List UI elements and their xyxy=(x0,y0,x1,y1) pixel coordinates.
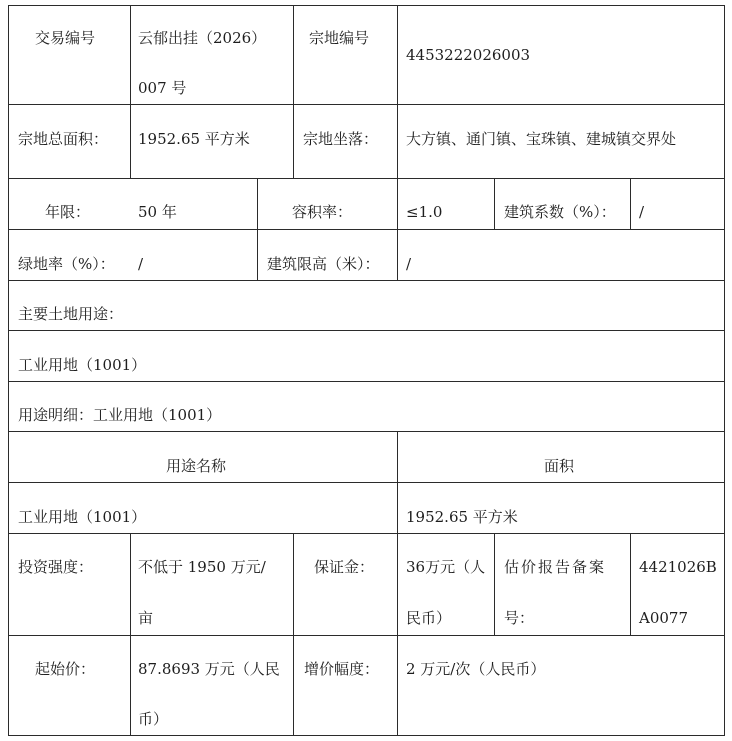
height-limit-value: / xyxy=(406,255,412,273)
row-divider xyxy=(8,635,725,636)
table-border-top xyxy=(8,5,725,6)
col-divider xyxy=(130,533,131,736)
appraisal-record-label-line1: 估价报告备案 xyxy=(504,558,607,576)
trade-number-label: 交易编号 xyxy=(35,29,96,47)
row-divider xyxy=(8,482,725,483)
location-label: 宗地坐落： xyxy=(303,130,379,148)
green-ratio-label: 绿地率（%）： xyxy=(18,255,115,273)
table-border-bottom xyxy=(8,735,725,736)
row-divider xyxy=(8,178,725,179)
use-name-value: 工业用地（1001） xyxy=(18,508,147,526)
col-divider xyxy=(257,178,258,280)
main-use-value: 工业用地（1001） xyxy=(18,356,147,374)
row-divider xyxy=(8,229,725,230)
appraisal-record-number-line2: A0077 xyxy=(639,609,689,627)
row-divider xyxy=(8,330,725,331)
trade-number-value-line1: 云郁出挂（2026） xyxy=(138,29,267,47)
land-transaction-table xyxy=(8,5,725,736)
col-divider xyxy=(397,533,398,736)
green-ratio-value: / xyxy=(138,255,144,273)
start-price-line2: 币） xyxy=(138,710,169,728)
height-limit-label: 建筑限高（米）： xyxy=(267,255,380,273)
deposit-line2: 民币） xyxy=(406,609,452,627)
deposit-line1: 36万元（人 xyxy=(406,558,486,576)
col-divider xyxy=(494,533,495,636)
appraisal-record-number-line1: 4421026B xyxy=(639,558,717,576)
investment-intensity-label: 投资强度： xyxy=(18,558,94,576)
table-border-right xyxy=(724,5,725,736)
col-divider xyxy=(494,178,495,230)
start-price-label: 起始价： xyxy=(35,660,96,678)
row-divider xyxy=(8,533,725,534)
row-divider xyxy=(8,431,725,432)
main-use-label: 主要土地用途： xyxy=(18,305,124,323)
trade-number-value-line2: 007 号 xyxy=(138,79,187,97)
investment-intensity-line1: 不低于 1950 万元/ xyxy=(138,558,266,576)
term-label: 年限： xyxy=(45,203,91,221)
col-divider xyxy=(293,533,294,736)
area-value: 1952.65 平方米 xyxy=(406,508,518,526)
deposit-label: 保证金： xyxy=(314,558,375,576)
col-divider xyxy=(397,431,398,533)
building-coverage-value: / xyxy=(639,203,645,221)
start-price-line1: 87.8693 万元（人民 xyxy=(138,660,280,678)
area-header: 面积 xyxy=(544,457,575,475)
investment-intensity-line2: 亩 xyxy=(138,609,154,627)
col-divider xyxy=(630,178,631,230)
location-value: 大方镇、通门镇、宝珠镇、建城镇交界处 xyxy=(406,130,677,148)
bid-increment-value: 2 万元/次（人民币） xyxy=(406,660,546,678)
term-value: 50 年 xyxy=(138,203,177,221)
bid-increment-label: 增价幅度： xyxy=(304,660,380,678)
row-divider xyxy=(8,280,725,281)
parcel-number-value: 4453222026003 xyxy=(406,46,531,64)
building-coverage-label: 建筑系数（%）： xyxy=(504,203,616,221)
total-area-label: 宗地总面积： xyxy=(18,130,109,148)
col-divider xyxy=(397,178,398,280)
floor-area-ratio-label: 容积率： xyxy=(292,203,353,221)
table-border-left xyxy=(8,5,9,736)
row-divider xyxy=(8,104,725,105)
row-divider xyxy=(8,381,725,382)
appraisal-record-label-line2: 号： xyxy=(504,609,535,627)
use-name-header: 用途名称 xyxy=(166,457,227,475)
parcel-number-label: 宗地编号 xyxy=(309,29,370,47)
col-divider xyxy=(630,533,631,636)
col-divider xyxy=(130,5,131,179)
col-divider xyxy=(397,5,398,179)
floor-area-ratio-value: ≤1.0 xyxy=(406,203,443,221)
use-detail: 用途明细：工业用地（1001） xyxy=(18,406,222,424)
total-area-value: 1952.65 平方米 xyxy=(138,130,250,148)
col-divider xyxy=(293,5,294,179)
